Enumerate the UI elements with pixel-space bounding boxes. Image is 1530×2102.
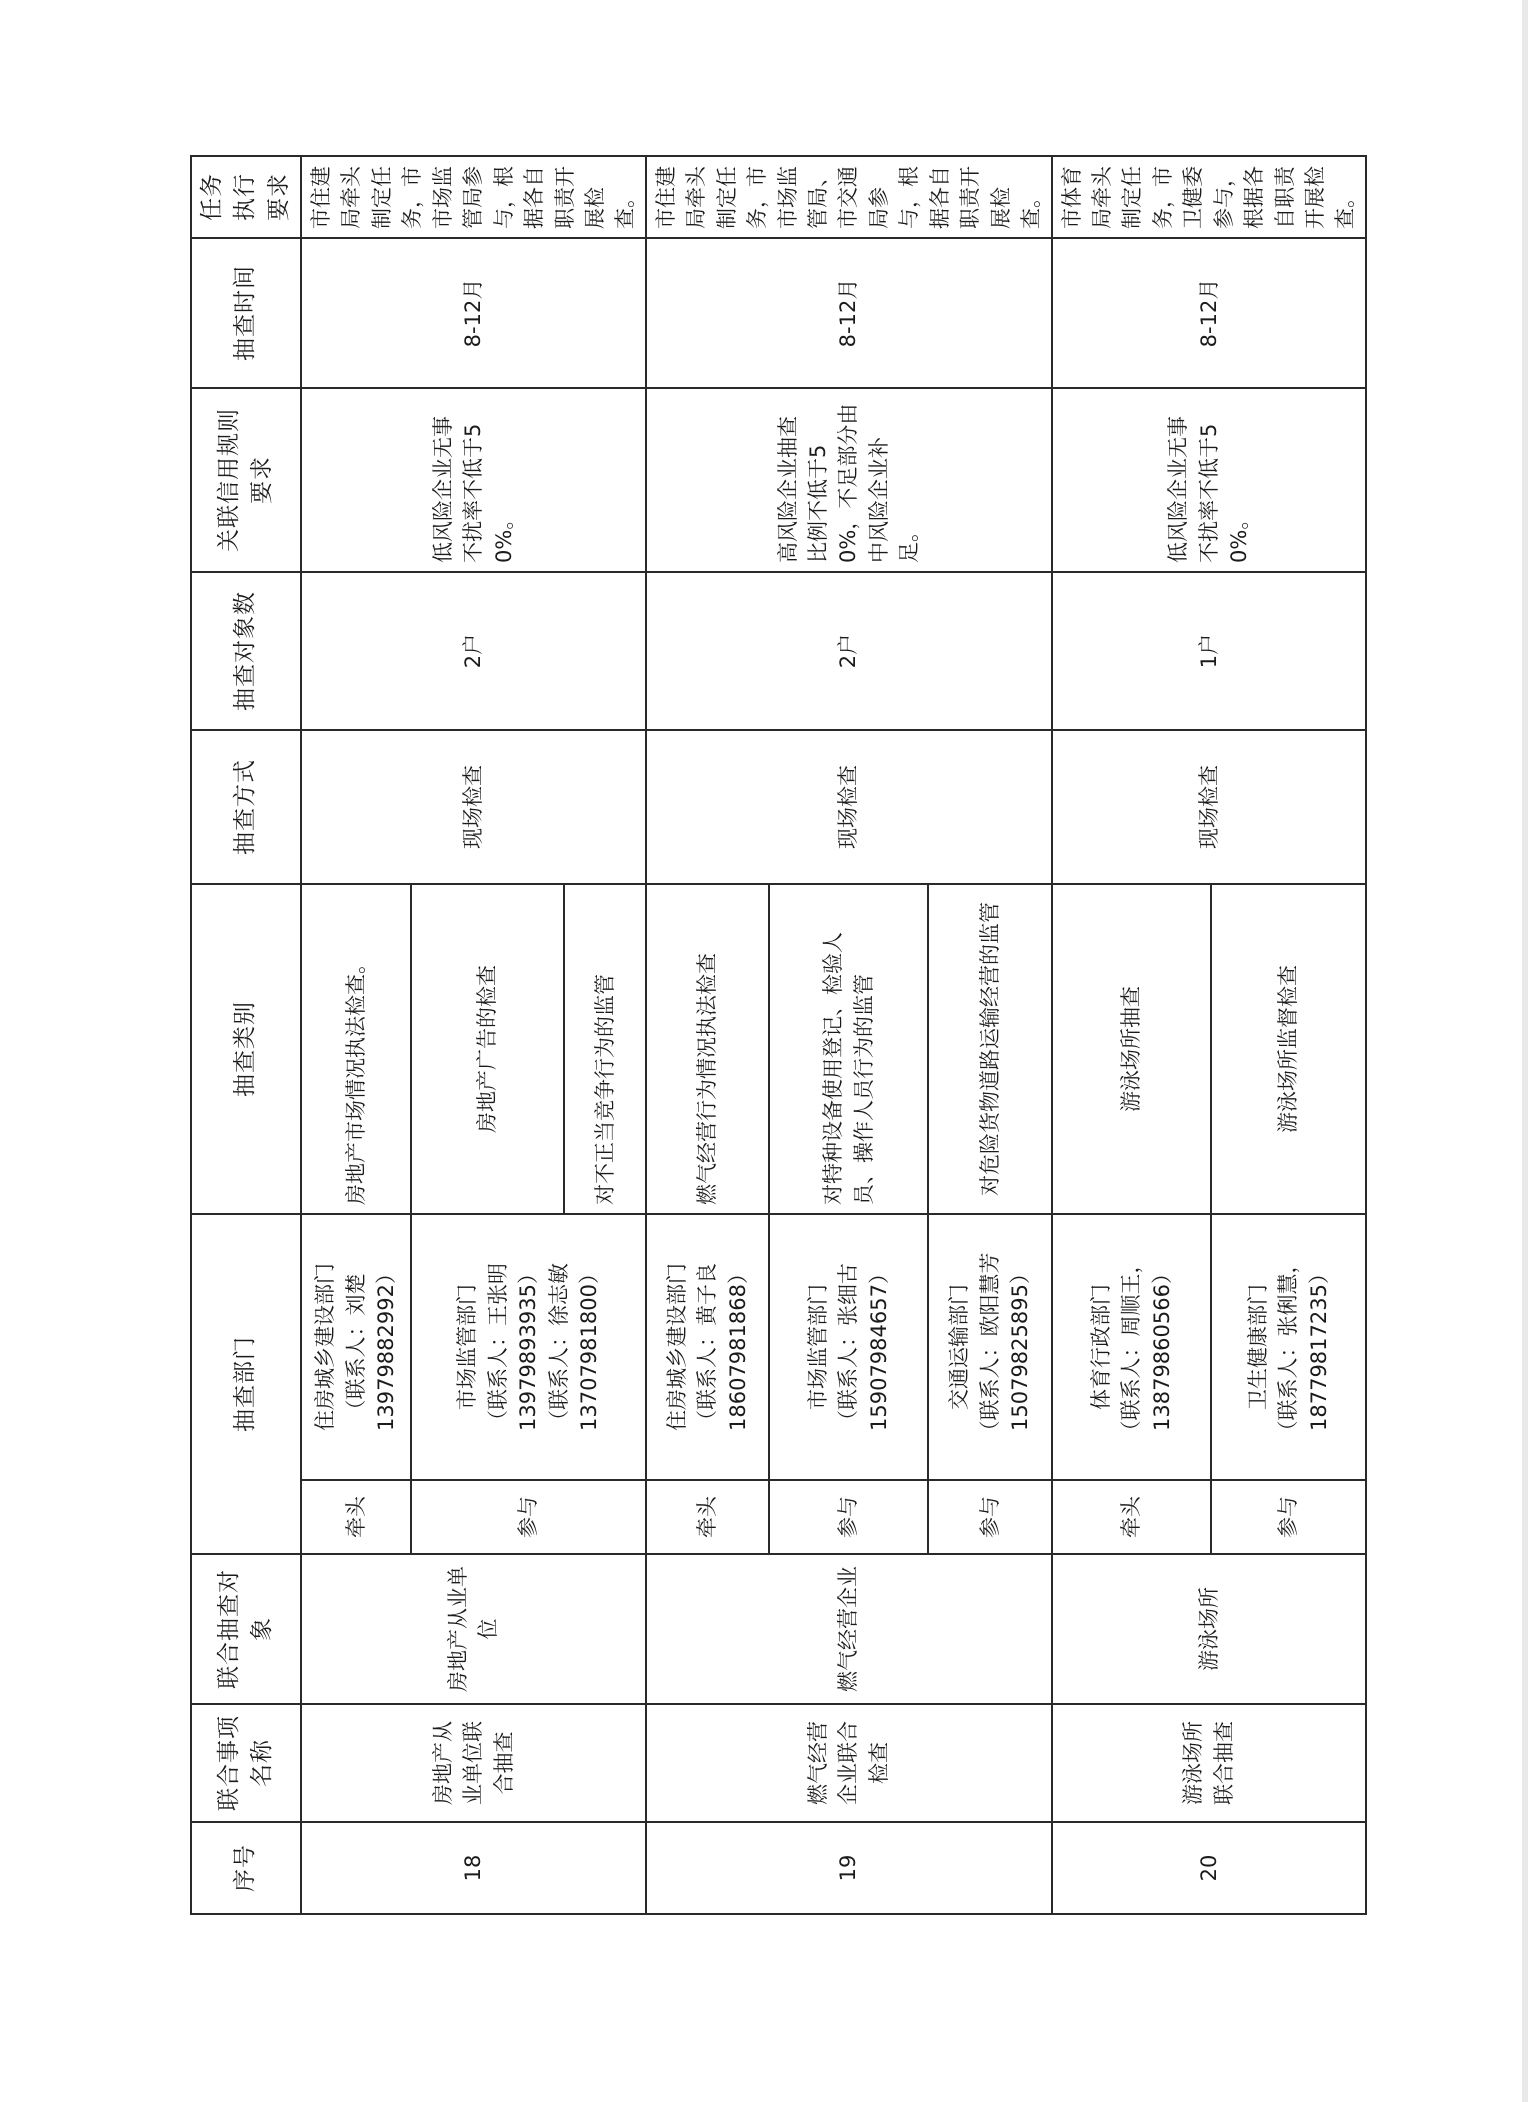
row-seq: 19 [646, 1822, 1052, 1914]
row-time: 8-12月 [646, 238, 1052, 388]
row-requirement: 市体育局牵头制定任务，市卫健委参与，根据各自职责开展检查。 [1052, 156, 1366, 238]
dept-line: 13707981800） [577, 1263, 602, 1431]
dept-line: 交通运输部门 [947, 1284, 972, 1410]
part-category: 游泳场所监督检查 [1211, 884, 1366, 1214]
dept-line: 13879860566） [1149, 1263, 1174, 1431]
lead-dept [646, 1214, 770, 1480]
part-dept [928, 1214, 1052, 1480]
row-requirement: 市住建局牵头制定任务，市市场监管局、市交通局参与，根据各自职责开展检查。 [646, 156, 1052, 238]
joint-inspection-table [190, 155, 1367, 1915]
page-edge-shadow [1522, 0, 1528, 2102]
header-seq: 序号 [191, 1822, 301, 1914]
header-category: 抽查类别 [191, 884, 301, 1214]
part-category: 房地产广告的检查 [411, 884, 564, 1214]
dept-line: 13979893935） [516, 1263, 541, 1431]
row-count: 2户 [301, 572, 646, 730]
row-target: 房地产从业单位 [301, 1554, 646, 1704]
table-row [301, 156, 411, 1914]
row-credit: 低风险企业无事不扰率不低于50%。 [1052, 388, 1366, 572]
part-role: 参与 [411, 1480, 646, 1554]
row-method: 现场检查 [301, 730, 646, 884]
part-category: 对危险货物道路运输经营的监管 [928, 884, 1052, 1214]
header-count: 抽查对象数 [191, 572, 301, 730]
row-credit: 高风险企业抽查比例不低于50%，不足部分由中风险企业补足。 [646, 388, 1052, 572]
header-requirement: 任务执行要求 [191, 156, 301, 238]
part-role: 参与 [1211, 1480, 1366, 1554]
part-category: 对特种设备使用登记、检验人员、操作人员行为的监管 [769, 884, 928, 1214]
header-method: 抽查方式 [191, 730, 301, 884]
dept-line: 18607981868） [725, 1263, 750, 1431]
dept-line: （联系人：刘楚 [343, 1273, 368, 1421]
dept-line: 体育行政部门 [1088, 1284, 1113, 1410]
dept-line: 18779817235） [1306, 1263, 1331, 1431]
part-category: 对不正当竞争行为的监管 [564, 884, 646, 1214]
part-role: 参与 [928, 1480, 1052, 1554]
row-credit: 低风险企业无事不扰率不低于50%。 [301, 388, 646, 572]
dept-line: （联系人：张细古 [836, 1263, 861, 1431]
table-row [646, 156, 770, 1914]
header-dept: 抽查部门 [191, 1214, 301, 1554]
part-dept [411, 1214, 646, 1480]
lead-role: 牵头 [646, 1480, 770, 1554]
dept-line: 15079825895） [1007, 1263, 1032, 1431]
lead-role: 牵头 [1052, 1480, 1212, 1554]
rotated-sheet [190, 157, 1358, 1915]
lead-category: 燃气经营行为情况执法检查 [646, 884, 770, 1214]
dept-line: 市场监管部门 [455, 1284, 480, 1410]
row-target: 燃气经营企业 [646, 1554, 1052, 1704]
dept-line: 13979882992） [374, 1263, 399, 1431]
dept-line: 市场监管部门 [806, 1284, 831, 1410]
lead-dept [301, 1214, 411, 1480]
lead-category: 游泳场所抽查 [1052, 884, 1212, 1214]
header-target: 联合抽查对象 [191, 1554, 301, 1704]
row-method: 现场检查 [646, 730, 1052, 884]
dept-line: （联系人：欧阳慧芳 [977, 1252, 1002, 1442]
row-seq: 20 [1052, 1822, 1366, 1914]
part-dept [1211, 1214, 1366, 1480]
dept-line: 住房城乡建设部门 [664, 1263, 689, 1431]
row-seq: 18 [301, 1822, 646, 1914]
header-row [191, 156, 301, 1914]
dept-line: 卫生健康部门 [1245, 1284, 1270, 1410]
lead-dept [1052, 1214, 1212, 1480]
row-time: 8-12月 [301, 238, 646, 388]
row-count: 2户 [646, 572, 1052, 730]
dept-line: 住房城乡建设部门 [313, 1263, 338, 1431]
dept-line: （联系人：王张明 [485, 1263, 510, 1431]
row-method: 现场检查 [1052, 730, 1366, 884]
table-row [1052, 156, 1212, 1914]
row-count: 1户 [1052, 572, 1366, 730]
dept-line: （联系人：周顺王， [1119, 1252, 1144, 1442]
header-credit: 关联信用规则要求 [191, 388, 301, 572]
dept-line: （联系人：徐志敏 [546, 1263, 571, 1431]
row-item-name: 燃气经营企业联合检查 [646, 1704, 1052, 1822]
dept-line: 15907984657） [866, 1263, 891, 1431]
part-role: 参与 [769, 1480, 928, 1554]
header-item-name: 联合事项名称 [191, 1704, 301, 1822]
dept-line: （联系人：张俐慧， [1276, 1252, 1301, 1442]
row-item-name: 房地产从业单位联合抽查 [301, 1704, 646, 1822]
lead-category: 房地产市场情况执法检查。 [301, 884, 411, 1214]
row-item-name: 游泳场所联合抽查 [1052, 1704, 1366, 1822]
row-requirement: 市住建局牵头制定任务，市市场监管局参与，根据各自职责开展检查。 [301, 156, 646, 238]
dept-line: （联系人：黄子良 [695, 1263, 720, 1431]
row-time: 8-12月 [1052, 238, 1366, 388]
header-time: 抽查时间 [191, 238, 301, 388]
row-target: 游泳场所 [1052, 1554, 1366, 1704]
part-dept [769, 1214, 928, 1480]
lead-role: 牵头 [301, 1480, 411, 1554]
